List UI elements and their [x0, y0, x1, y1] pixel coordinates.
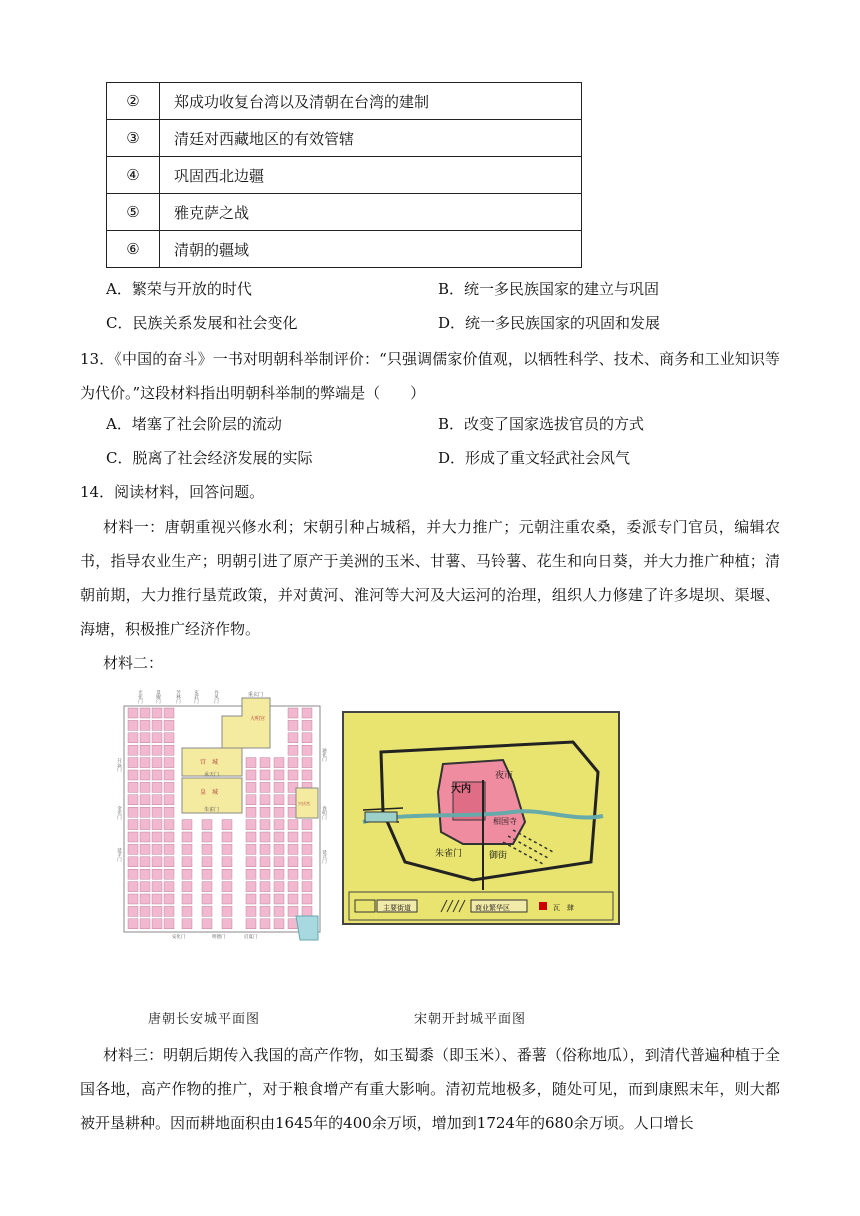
- city-ward: [302, 745, 312, 755]
- city-ward: [128, 869, 138, 879]
- palace-city-label: 宫 城: [200, 759, 219, 766]
- city-ward: [246, 782, 256, 792]
- row-text: 郑成功收复台湾以及清朝在台湾的建制: [160, 83, 582, 120]
- daming-palace-label: 大明宫: [250, 716, 266, 722]
- kaifeng-map: [343, 712, 619, 924]
- city-ward: [288, 857, 298, 867]
- gate-label: 景曜门: [155, 690, 161, 704]
- city-ward: [140, 807, 150, 817]
- city-ward: [182, 919, 192, 929]
- city-ward: [288, 894, 298, 904]
- city-ward: [246, 869, 256, 879]
- city-ward: [152, 869, 162, 879]
- gate-chongxuan: 重玄门: [248, 692, 264, 698]
- city-ward: [288, 820, 298, 830]
- material-2-label: 材料二：: [103, 654, 164, 672]
- canal: [365, 812, 397, 822]
- city-ward: [182, 857, 192, 867]
- city-ward: [260, 832, 270, 842]
- city-ward: [302, 758, 312, 768]
- city-ward: [288, 882, 298, 892]
- city-ward: [164, 919, 174, 929]
- city-ward: [202, 832, 212, 842]
- q14-stem: 14．阅读材料，回答问题。: [80, 483, 265, 501]
- city-ward: [164, 708, 174, 718]
- city-ward: [222, 894, 232, 904]
- city-ward: [128, 807, 138, 817]
- city-ward: [152, 844, 162, 854]
- city-ward: [302, 857, 312, 867]
- city-ward: [246, 919, 256, 929]
- city-ward: [164, 720, 174, 730]
- city-ward: [246, 807, 256, 817]
- row-number: ②: [107, 83, 160, 120]
- city-ward: [140, 844, 150, 854]
- gate-zhuque: 朱雀门: [204, 807, 220, 813]
- city-ward: [260, 906, 270, 916]
- gate-label: 光化门: [137, 690, 143, 704]
- city-ward: [182, 894, 192, 904]
- city-ward: [222, 832, 232, 842]
- city-ward: [164, 782, 174, 792]
- q13-stem: 13．《中国的奋斗》一书对明朝科举制评价：“只强调儒家价值观，以牺牲科学、技术、商务和工业知识等为代价。”这段材料指出明朝科举制的弊端是（ ）: [80, 350, 780, 402]
- city-ward: [140, 758, 150, 768]
- city-ward: [288, 832, 298, 842]
- city-ward: [274, 770, 284, 780]
- city-ward: [140, 745, 150, 755]
- temple-label: 相国寺: [493, 817, 517, 826]
- city-ward: [128, 919, 138, 929]
- city-ward: [246, 882, 256, 892]
- city-ward: [288, 733, 298, 743]
- city-ward: [222, 906, 232, 916]
- city-ward: [222, 820, 232, 830]
- city-ward: [274, 782, 284, 792]
- material-3: 材料三：明朝后期传入我国的高产作物，如玉蜀黍（即玉米）、番薯（俗称地瓜），到清代普遍种植于全国各地，高产作物的推广，对于粮食增产有重大影响。清初荒地极多，随处可见，而到康熙末年，则大都被开垦耕种。因而耕地面积由1645年的400余万顷，增加到1724年的680余万顷。人口增长: [80, 1046, 780, 1132]
- gate-label: 启夏门: [244, 935, 258, 940]
- city-ward: [128, 782, 138, 792]
- legend-commercial: 商业繁华区: [475, 904, 510, 912]
- city-ward: [260, 844, 270, 854]
- city-ward: [128, 758, 138, 768]
- city-ward: [274, 906, 284, 916]
- gate-label: 玄武门: [193, 690, 199, 704]
- city-ward: [140, 869, 150, 879]
- city-ward: [164, 869, 174, 879]
- city-ward: [222, 857, 232, 867]
- city-ward: [202, 844, 212, 854]
- city-ward: [140, 906, 150, 916]
- city-ward: [182, 869, 192, 879]
- city-ward: [260, 795, 270, 805]
- city-ward: [140, 720, 150, 730]
- city-ward: [288, 745, 298, 755]
- city-ward: [152, 720, 162, 730]
- event-table: [106, 82, 582, 268]
- city-ward: [152, 770, 162, 780]
- zhuque-gate-label: 朱雀门: [435, 849, 463, 859]
- city-ward: [140, 820, 150, 830]
- city-ward: [140, 708, 150, 718]
- city-ward: [140, 894, 150, 904]
- city-ward: [246, 857, 256, 867]
- gate-label: 春明门: [321, 806, 327, 820]
- table-row: [107, 157, 582, 194]
- city-ward: [182, 832, 192, 842]
- city-ward: [260, 820, 270, 830]
- city-ward: [274, 869, 284, 879]
- city-ward: [152, 708, 162, 718]
- row-text: 雅克萨之战: [160, 194, 582, 231]
- city-ward: [140, 882, 150, 892]
- city-ward: [128, 832, 138, 842]
- city-ward: [164, 807, 174, 817]
- city-ward: [246, 758, 256, 768]
- map1-caption: 唐朝长安城平面图: [148, 1012, 261, 1027]
- city-ward: [246, 906, 256, 916]
- city-ward: [182, 820, 192, 830]
- city-ward: [302, 844, 312, 854]
- city-ward: [302, 720, 312, 730]
- city-ward: [182, 882, 192, 892]
- row-text: 清廷对西藏地区的有效管辖: [160, 120, 582, 157]
- city-ward: [288, 758, 298, 768]
- gate-label: 安化门: [172, 935, 186, 940]
- city-ward: [302, 770, 312, 780]
- city-ward: [152, 782, 162, 792]
- city-ward: [246, 844, 256, 854]
- city-ward: [274, 832, 284, 842]
- city-ward: [302, 869, 312, 879]
- gate-label: 开远门: [116, 758, 122, 772]
- city-ward: [222, 882, 232, 892]
- city-ward: [202, 820, 212, 830]
- city-ward: [288, 869, 298, 879]
- city-ward: [246, 795, 256, 805]
- q13-option-b: B．改变了国家选拔官员的方式: [438, 415, 645, 433]
- city-ward: [128, 720, 138, 730]
- city-ward: [274, 820, 284, 830]
- q13-option-a: A．堵塞了社会阶层的流动: [106, 415, 282, 433]
- city-ward: [140, 857, 150, 867]
- city-ward: [128, 882, 138, 892]
- city-ward: [164, 894, 174, 904]
- city-ward: [260, 919, 270, 929]
- city-ward: [260, 758, 270, 768]
- city-ward: [140, 795, 150, 805]
- row-number: ⑤: [107, 194, 160, 231]
- city-ward: [260, 857, 270, 867]
- city-ward: [288, 708, 298, 718]
- row-number: ④: [107, 157, 160, 194]
- city-ward: [152, 857, 162, 867]
- q12-option-b: B．统一多民族国家的建立与巩固: [438, 280, 660, 298]
- city-ward: [202, 882, 212, 892]
- city-ward: [152, 894, 162, 904]
- city-ward: [222, 919, 232, 929]
- city-ward: [152, 758, 162, 768]
- gate-label: 芳林门: [175, 690, 181, 704]
- city-ward: [274, 919, 284, 929]
- city-ward: [128, 770, 138, 780]
- city-ward: [140, 770, 150, 780]
- table-row: [107, 120, 582, 157]
- city-ward: [164, 882, 174, 892]
- city-ward: [222, 869, 232, 879]
- city-ward: [128, 857, 138, 867]
- q12-option-c: C．民族关系发展和社会变化: [106, 314, 298, 332]
- city-ward: [274, 894, 284, 904]
- city-ward: [288, 770, 298, 780]
- city-ward: [164, 832, 174, 842]
- city-ward: [152, 882, 162, 892]
- city-ward: [128, 894, 138, 904]
- row-text: 巩固西北边疆: [160, 157, 582, 194]
- city-ward: [260, 770, 270, 780]
- gate-label: 延平门: [116, 848, 122, 862]
- city-ward: [202, 894, 212, 904]
- q12-option-a: A．繁荣与开放的时代: [106, 280, 252, 298]
- city-ward: [128, 844, 138, 854]
- city-ward: [128, 745, 138, 755]
- city-ward: [140, 733, 150, 743]
- inner-palace-label: 大内: [451, 784, 471, 795]
- city-ward: [152, 807, 162, 817]
- gate-label: 金光门: [116, 806, 122, 820]
- city-ward: [182, 844, 192, 854]
- material-1: 材料一：唐朝重视兴修水利；宋朝引种占城稻，并大力推广；元朝注重农桑，委派专门官员，编辑农书，指导农业生产；明朝引进了原产于美洲的玉米、甘薯、马铃薯、花生和向日葵，并大力推广种植；清朝前期，大力推行垦荒政策，并对黄河、淮河等大河及大运河的治理，组织人力修建了许多堤坝、渠堰、海塘，积极推广经济作物。: [80, 518, 780, 638]
- city-ward: [152, 820, 162, 830]
- city-ward: [140, 782, 150, 792]
- table-row: [107, 83, 582, 120]
- city-ward: [164, 844, 174, 854]
- city-ward: [140, 832, 150, 842]
- city-ward: [164, 745, 174, 755]
- city-ward: [164, 758, 174, 768]
- city-ward: [128, 733, 138, 743]
- city-ward: [128, 820, 138, 830]
- table-row: [107, 231, 582, 268]
- city-ward: [152, 906, 162, 916]
- city-ward: [260, 894, 270, 904]
- city-ward: [246, 770, 256, 780]
- q12-option-d: D．统一多民族国家的巩固和发展: [438, 314, 661, 332]
- city-ward: [128, 795, 138, 805]
- city-ward: [260, 782, 270, 792]
- city-ward: [288, 906, 298, 916]
- city-ward: [288, 720, 298, 730]
- q13-option-d: D．形成了重文轻武社会风气: [438, 449, 631, 467]
- city-ward: [128, 906, 138, 916]
- legend-wasi-swatch: [539, 902, 547, 910]
- city-ward: [274, 882, 284, 892]
- city-ward: [128, 708, 138, 718]
- city-ward: [274, 758, 284, 768]
- city-ward: [152, 832, 162, 842]
- city-ward: [202, 869, 212, 879]
- city-ward: [274, 807, 284, 817]
- gate-label: 丹凤门: [213, 690, 219, 704]
- city-ward: [164, 795, 174, 805]
- city-ward: [152, 745, 162, 755]
- legend-street: 主要街道: [383, 904, 411, 912]
- xingqing-palace-label: 兴庆宫: [298, 801, 310, 806]
- city-ward: [302, 820, 312, 830]
- legend-wasi: 瓦 肆: [553, 904, 574, 912]
- gate-label: 延兴门: [321, 850, 327, 864]
- gate-label: 明德门: [212, 935, 226, 940]
- city-ward: [164, 857, 174, 867]
- city-ward: [164, 770, 174, 780]
- city-ward: [260, 807, 270, 817]
- city-ward: [164, 820, 174, 830]
- city-ward: [260, 882, 270, 892]
- city-ward: [302, 894, 312, 904]
- map2-caption: 宋朝开封城平面图: [414, 1012, 527, 1027]
- lake: [296, 916, 318, 940]
- city-ward: [152, 733, 162, 743]
- city-ward: [274, 844, 284, 854]
- city-ward: [288, 844, 298, 854]
- changan-map: [116, 688, 330, 940]
- q13-option-c: C．脱离了社会经济发展的实际: [106, 449, 313, 467]
- city-ward: [140, 919, 150, 929]
- city-ward: [152, 919, 162, 929]
- table-row: [107, 194, 582, 231]
- city-ward: [260, 869, 270, 879]
- city-ward: [274, 795, 284, 805]
- night-market-label: 夜市: [495, 771, 514, 781]
- city-ward: [202, 906, 212, 916]
- city-ward: [202, 919, 212, 929]
- city-ward: [164, 733, 174, 743]
- city-ward: [182, 906, 192, 916]
- city-ward: [302, 832, 312, 842]
- imperial-street-label: 御街: [489, 851, 508, 861]
- row-number: ⑥: [107, 231, 160, 268]
- city-ward: [246, 832, 256, 842]
- city-ward: [302, 708, 312, 718]
- gate-chengtian: 承天门: [204, 772, 220, 778]
- row-number: ③: [107, 120, 160, 157]
- gate-label: 通化门: [321, 748, 327, 762]
- city-ward: [222, 844, 232, 854]
- city-ward: [152, 795, 162, 805]
- city-ward: [274, 857, 284, 867]
- row-text: 清朝的疆域: [160, 231, 582, 268]
- city-ward: [302, 733, 312, 743]
- city-ward: [246, 820, 256, 830]
- city-ward: [164, 906, 174, 916]
- city-ward: [246, 894, 256, 904]
- city-ward: [302, 906, 312, 916]
- city-ward: [302, 882, 312, 892]
- city-ward: [202, 857, 212, 867]
- imperial-city-label: 皇 城: [200, 789, 219, 796]
